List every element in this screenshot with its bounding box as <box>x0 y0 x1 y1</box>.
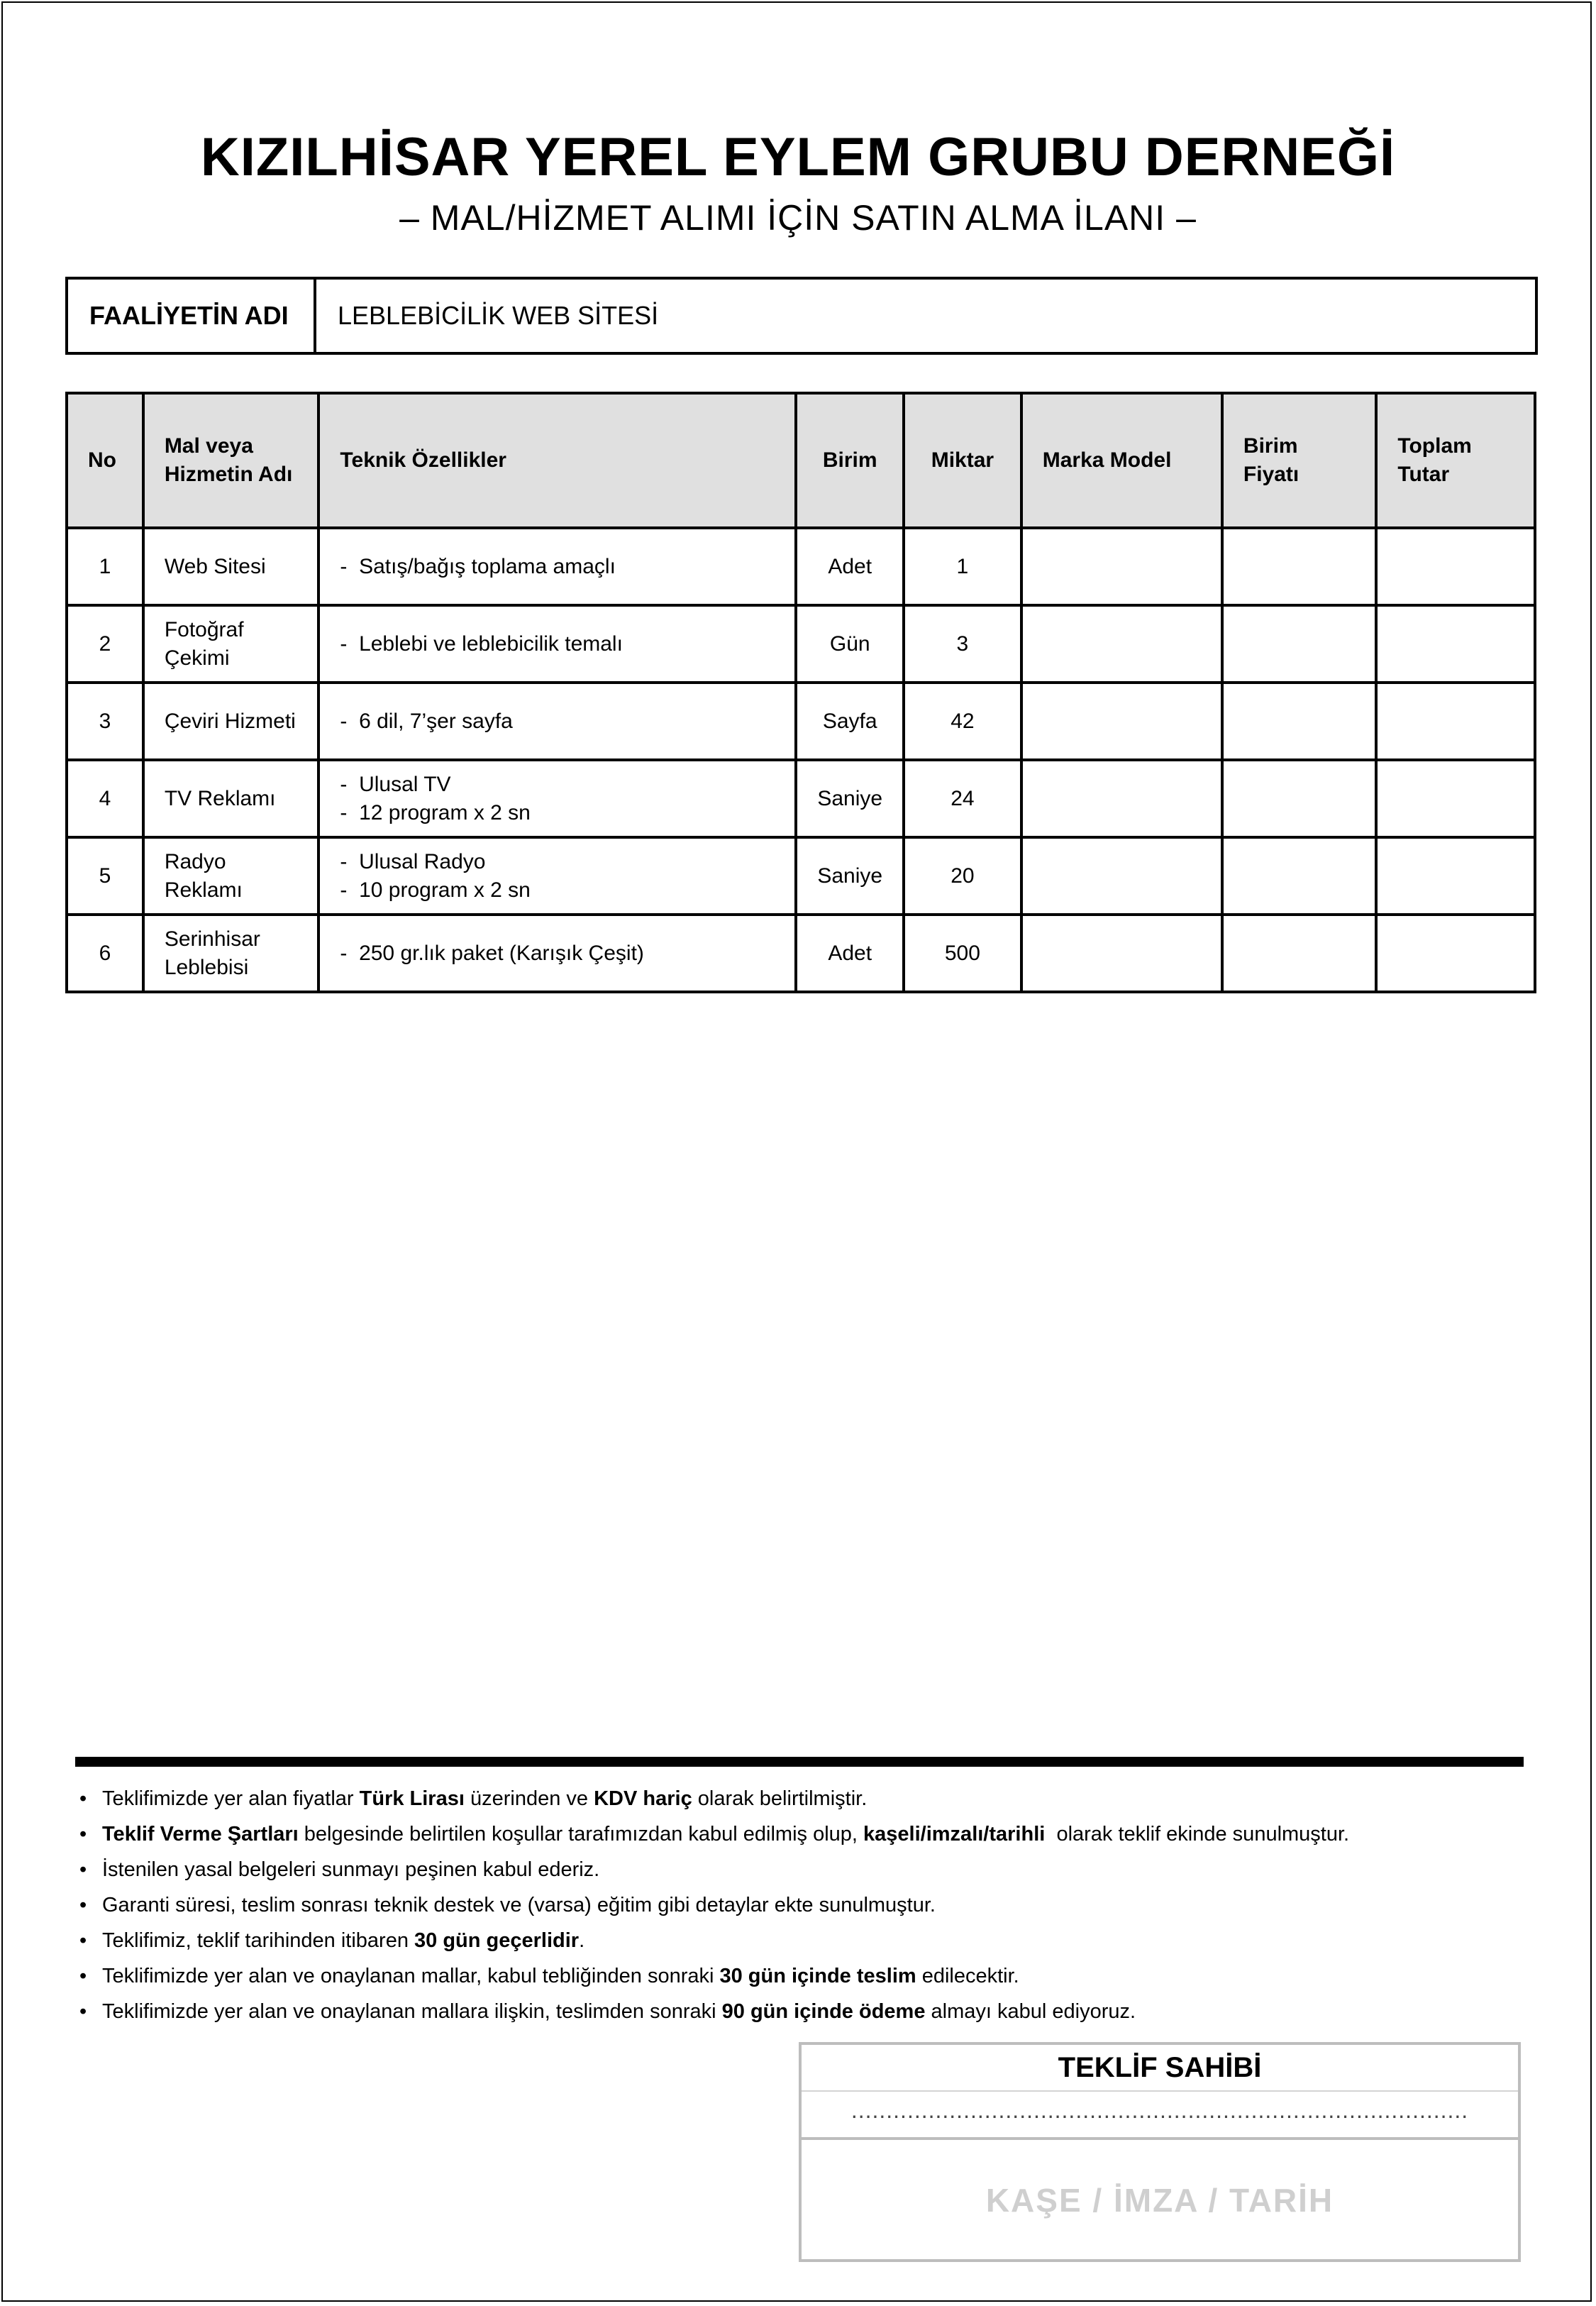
header-unit: Birim <box>796 393 904 528</box>
table-row <box>67 605 1535 683</box>
list-item: • Teklif Verme Şartları belgesinde belirtilen koşullar tarafımızdan kabul edilmiş olup, kaşeli/imzalı/tarihli olarak teklif ekinde sunulmuştur. <box>79 1816 1349 1852</box>
row-tech-specs: - 250 gr.lık paket (Karışık Çeşit) <box>318 915 796 992</box>
row-quantity: 20 <box>904 837 1021 915</box>
list-item: • Teklifimizde yer alan fiyatlar Türk Lirası üzerinden ve KDV hariç olarak belirtilmiştir. <box>79 1781 1349 1816</box>
row-unit: Sayfa <box>796 683 904 760</box>
row-total-cell[interactable] <box>1376 683 1535 760</box>
row-unit-price-cell[interactable] <box>1222 915 1376 992</box>
row-no: 5 <box>67 837 143 915</box>
row-tech-specs: - Ulusal TV - 12 program x 2 sn <box>318 760 796 837</box>
row-no: 2 <box>67 605 143 683</box>
row-quantity: 24 <box>904 760 1021 837</box>
header-item-name: Mal veya Hizmetin Adı <box>143 393 319 528</box>
list-item: • Garanti süresi, teslim sonrası teknik destek ve (varsa) eğitim gibi detaylar ekte sunulmuştur. <box>79 1887 1349 1923</box>
row-unit-price-cell[interactable] <box>1222 528 1376 605</box>
row-unit-price-cell[interactable] <box>1222 605 1376 683</box>
row-brand-model-cell[interactable] <box>1021 528 1222 605</box>
bidder-name-line[interactable]: ........................................................................................ <box>802 2092 1518 2140</box>
row-unit-price-cell[interactable] <box>1222 837 1376 915</box>
row-tech-specs: - Leblebi ve leblebicilik temalı <box>318 605 796 683</box>
row-brand-model-cell[interactable] <box>1021 683 1222 760</box>
row-quantity: 42 <box>904 683 1021 760</box>
list-item: • Teklifimizde yer alan ve onaylanan mallara ilişkin, teslimden sonraki 90 gün içinde ödeme almayı kabul ediyoruz. <box>79 1994 1349 2029</box>
row-tech-specs: - Satış/bağış toplama amaçlı <box>318 528 796 605</box>
bidder-signature-box <box>799 2042 1521 2262</box>
stamp-signature-date-area[interactable]: KAŞE / İMZA / TARİH <box>985 2182 1334 2219</box>
row-item-name: Çeviri Hizmeti <box>143 683 319 760</box>
row-total-cell[interactable] <box>1376 915 1535 992</box>
page-subtitle: – MAL/HİZMET ALIMI İÇİN SATIN ALMA İLANI – <box>399 198 1197 238</box>
row-quantity: 500 <box>904 915 1021 992</box>
header-brand-model: Marka Model <box>1021 393 1222 528</box>
activity-box <box>65 277 1538 355</box>
section-divider <box>75 1757 1524 1767</box>
row-brand-model-cell[interactable] <box>1021 605 1222 683</box>
row-total-cell[interactable] <box>1376 528 1535 605</box>
table-row <box>67 528 1535 605</box>
row-total-cell[interactable] <box>1376 605 1535 683</box>
row-quantity: 3 <box>904 605 1021 683</box>
row-unit: Adet <box>796 915 904 992</box>
table-row <box>67 837 1535 915</box>
activity-value: LEBLEBİCİLİK WEB SİTESİ <box>338 301 659 330</box>
header-total: Toplam Tutar <box>1376 393 1535 528</box>
row-total-cell[interactable] <box>1376 760 1535 837</box>
list-item: • İstenilen yasal belgeleri sunmayı peşinen kabul ederiz. <box>79 1852 1349 1887</box>
row-unit: Gün <box>796 605 904 683</box>
items-table <box>65 392 1536 993</box>
list-item: • Teklifimizde yer alan ve onaylanan mallar, kabul tebliğinden sonraki 30 gün içinde teslim edilecektir. <box>79 1958 1349 1994</box>
row-item-name: Web Sitesi <box>143 528 319 605</box>
row-quantity: 1 <box>904 528 1021 605</box>
header-no: No <box>67 393 143 528</box>
row-total-cell[interactable] <box>1376 837 1535 915</box>
row-item-name: Fotoğraf Çekimi <box>143 605 319 683</box>
row-unit: Adet <box>796 528 904 605</box>
header-unit-price: Birim Fiyatı <box>1222 393 1376 528</box>
table-row <box>67 760 1535 837</box>
row-no: 6 <box>67 915 143 992</box>
row-no: 4 <box>67 760 143 837</box>
row-no: 3 <box>67 683 143 760</box>
header-quantity: Miktar <box>904 393 1021 528</box>
table-row <box>67 915 1535 992</box>
row-item-name: Radyo Reklamı <box>143 837 319 915</box>
row-item-name: Serinhisar Leblebisi <box>143 915 319 992</box>
table-header-row <box>67 393 1535 528</box>
row-brand-model-cell[interactable] <box>1021 760 1222 837</box>
row-brand-model-cell[interactable] <box>1021 915 1222 992</box>
list-item: • Teklifimiz, teklif tarihinden itibaren 30 gün geçerlidir. <box>79 1923 1349 1958</box>
row-no: 1 <box>67 528 143 605</box>
bidder-title: TEKLİF SAHİBİ <box>802 2045 1518 2092</box>
header-tech-specs: Teknik Özellikler <box>318 393 796 528</box>
row-tech-specs: - 6 dil, 7’şer sayfa <box>318 683 796 760</box>
row-unit: Saniye <box>796 837 904 915</box>
row-unit-price-cell[interactable] <box>1222 760 1376 837</box>
row-item-name: TV Reklamı <box>143 760 319 837</box>
row-brand-model-cell[interactable] <box>1021 837 1222 915</box>
activity-label: FAALİYETİN ADI <box>68 280 316 352</box>
row-unit-price-cell[interactable] <box>1222 683 1376 760</box>
row-unit: Saniye <box>796 760 904 837</box>
table-row <box>67 683 1535 760</box>
terms-list <box>79 1781 1349 2029</box>
page-title: KIZILHİSAR YEREL EYLEM GRUBU DERNEĞİ <box>200 127 1396 187</box>
row-tech-specs: - Ulusal Radyo - 10 program x 2 sn <box>318 837 796 915</box>
